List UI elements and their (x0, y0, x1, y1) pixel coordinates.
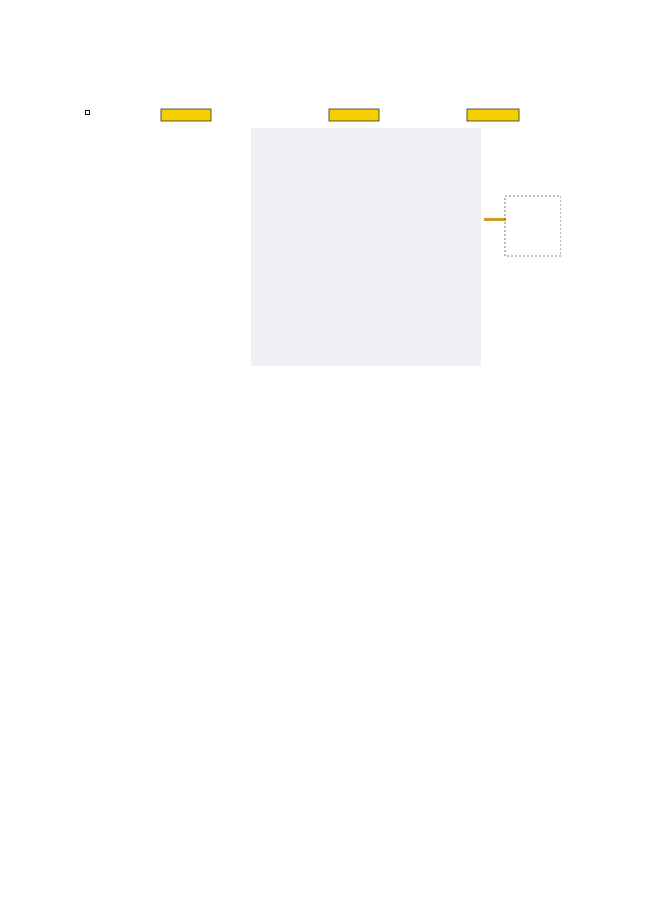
square-bullet-icon (85, 110, 90, 115)
connector-bar (484, 218, 506, 221)
adn-panel-bg (251, 128, 481, 366)
arn-label-box (161, 109, 211, 121)
adn-label-box (329, 109, 379, 121)
nucleic-acid-figure (101, 106, 561, 366)
figure-svg (101, 106, 561, 366)
zoom-box (505, 196, 561, 256)
document-page (60, 94, 591, 383)
helix-label-box (467, 109, 519, 121)
